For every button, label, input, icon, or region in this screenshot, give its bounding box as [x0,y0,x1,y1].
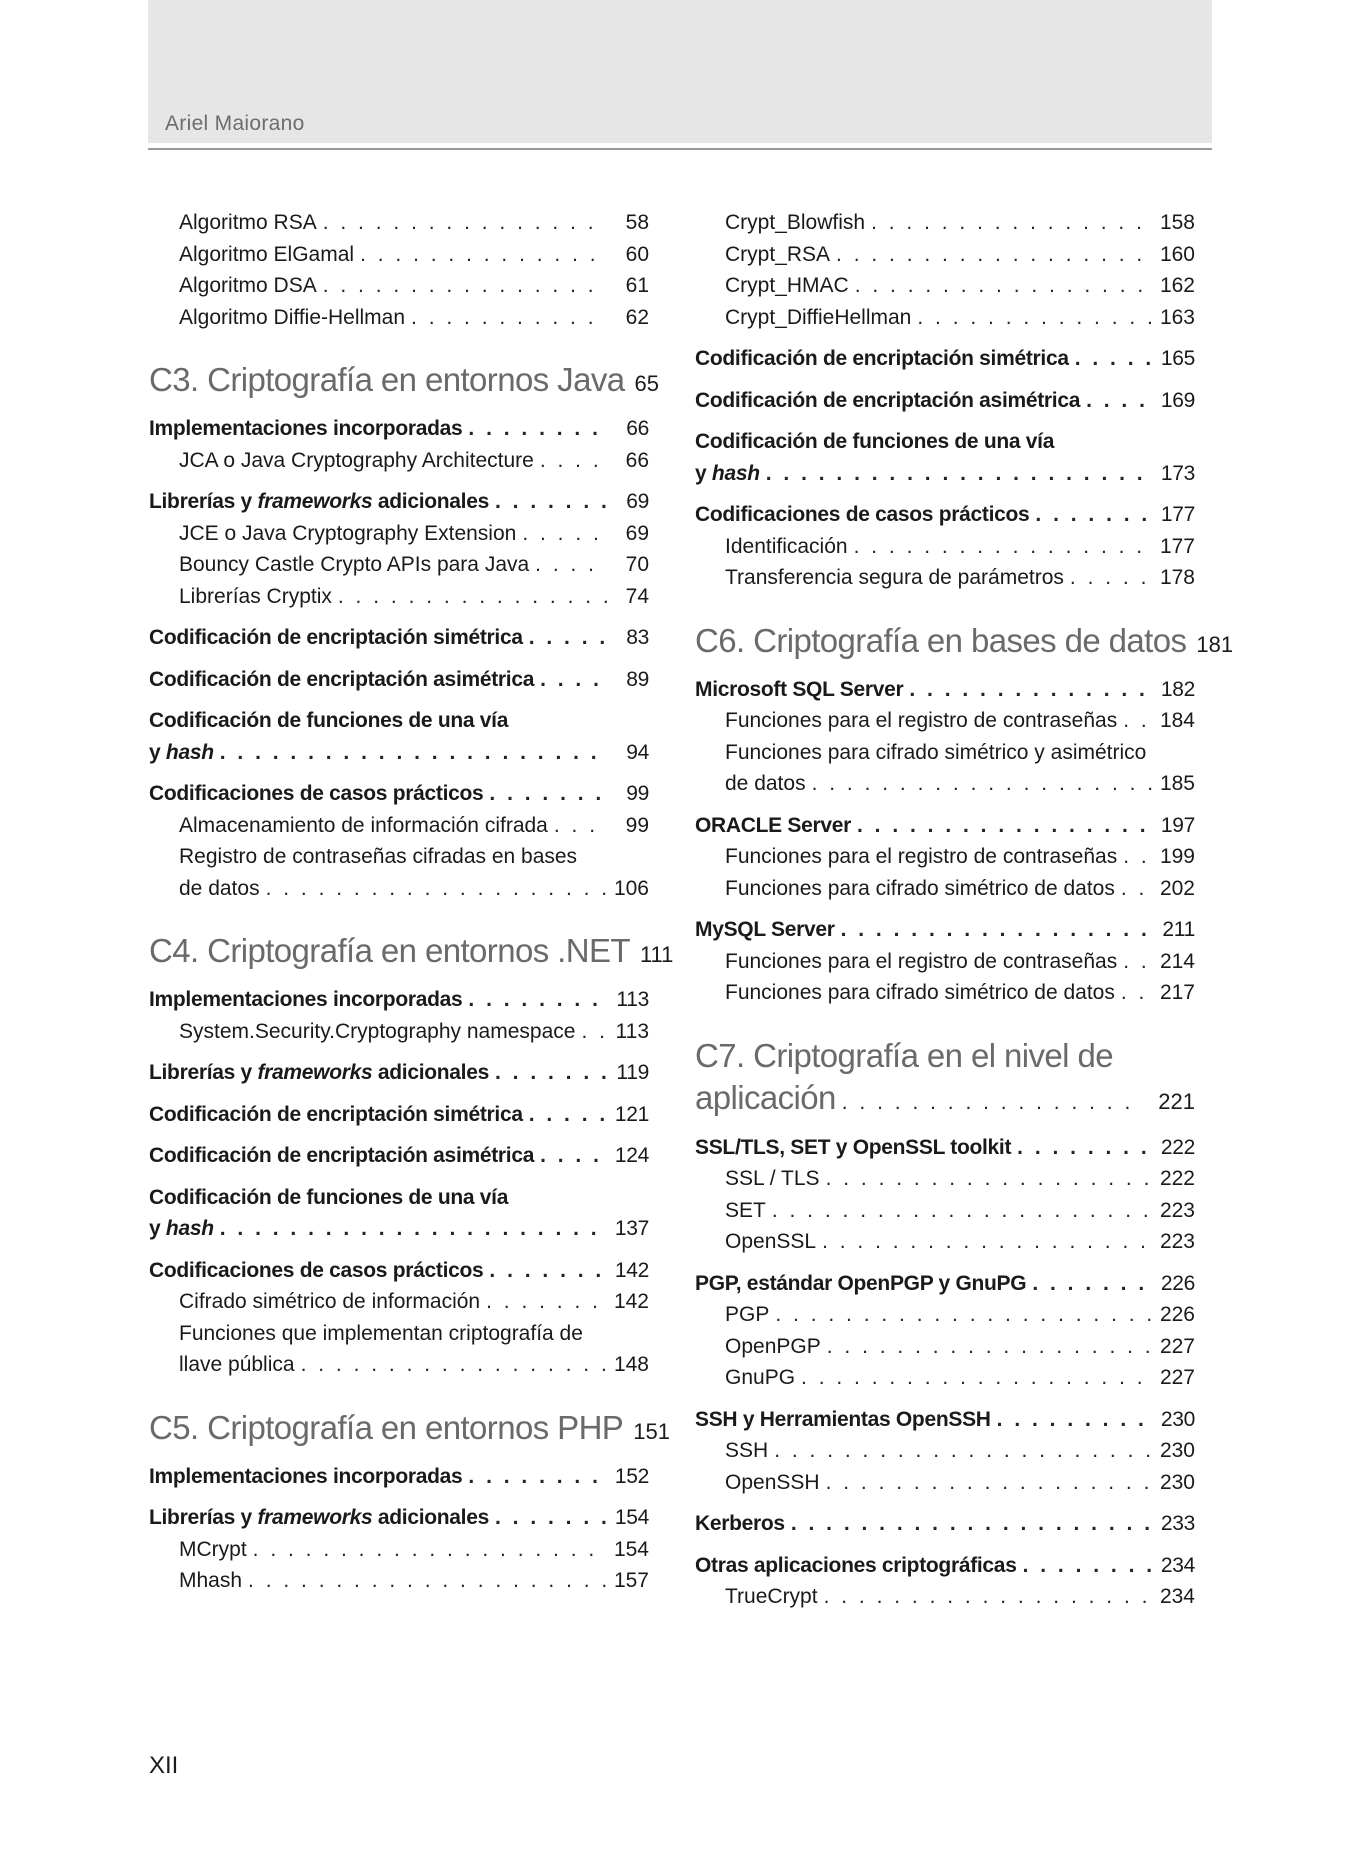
toc-entry[interactable]: Funciones para el registro de contraseñas . . . 214 [695,946,1195,978]
toc-section[interactable]: Codificación de encriptación asimétrica . . . 89 [149,664,649,696]
chapter-heading-c6[interactable]: C6. Criptografía en bases de datos 181 [695,621,1234,659]
toc-entry[interactable]: Crypt_DiffieHellman . . . 163 [695,302,1195,334]
chapter-heading-c4[interactable]: C4. Criptografía en entornos .NET 111 [149,932,674,969]
toc-section[interactable]: Microsoft SQL Server . . . 182 [695,674,1195,706]
chapter-heading-c3[interactable]: C3. Criptografía en entornos Java 65 [149,361,659,398]
toc-section[interactable]: SSL/TLS, SET y OpenSSL toolkit . . . 222 [695,1132,1195,1164]
toc-entry[interactable]: Almacenamiento de información cifrada . . . 99 [149,810,649,842]
toc-section[interactable]: PGP, estándar OpenPGP y GnuPG . . . 226 [695,1268,1195,1300]
toc-section[interactable]: Kerberos . . . 233 [695,1508,1195,1540]
toc-entry[interactable]: Identificación . . . 177 [695,531,1195,563]
toc-right-column [695,207,1234,1613]
toc-entry[interactable]: GnuPG . . . 227 [695,1362,1195,1394]
toc-section-line[interactable]: Codificación de funciones de una vía [695,430,1055,453]
toc-section[interactable]: Codificaciones de casos prácticos . . . 99 [149,778,649,810]
chapter-title-line: aplicación . . . 221 [695,1077,1195,1124]
toc-entry[interactable]: PGP . . . 226 [695,1299,1195,1331]
toc-entry[interactable]: Crypt_HMAC . . . 162 [695,270,1195,302]
toc-entry-line[interactable]: Funciones para cifrado simétrico y asimétrico [725,740,1147,764]
toc-entry[interactable]: SSL / TLS . . . 222 [695,1163,1195,1195]
toc-entry[interactable]: JCA o Java Cryptography Architecture . . . 66 [149,445,649,477]
toc-entry[interactable]: Funciones para cifrado simétrico de datos . . . 217 [695,977,1195,1009]
header-author: Ariel Maiorano [165,112,305,135]
toc-section-line[interactable]: Codificación de funciones de una vía [149,1185,509,1209]
toc-entry[interactable]: OpenPGP . . . 227 [695,1331,1195,1363]
toc-section[interactable]: Codificación de encriptación simétrica . . . 165 [695,343,1195,375]
header-divider [148,148,1212,150]
toc-section[interactable]: Librerías y frameworks adicionales . . . 69 [149,486,649,518]
toc-section[interactable]: SSH y Herramientas OpenSSH . . . 230 [695,1404,1195,1436]
toc-section[interactable]: Codificación de encriptación asimétrica . . . 169 [695,385,1195,417]
toc-section[interactable]: MySQL Server . . . 211 [695,914,1195,946]
toc-entry[interactable]: Funciones para cifrado simétrico de datos . . . 202 [695,873,1195,905]
chapter-heading-c7[interactable] [695,1035,1195,1124]
toc-entry[interactable]: System.Security.Cryptography namespace . . . 113 [149,1016,649,1048]
header-band [148,0,1212,143]
toc-section[interactable]: Implementaciones incorporadas . . . 152 [149,1461,649,1493]
toc-section[interactable]: Codificación de encriptación simétrica . . . 83 [149,622,649,654]
toc-left-column [149,207,674,1597]
toc-section[interactable]: ORACLE Server . . . 197 [695,810,1195,842]
toc-entry[interactable]: de datos . . . 185 [695,768,1195,800]
toc-entry[interactable]: de datos . . . 106 [149,873,649,905]
toc-section-line[interactable]: Codificación de funciones de una vía [149,709,509,732]
toc-entry[interactable]: Funciones para el registro de contraseñas . . . 199 [695,841,1195,873]
toc-entry[interactable]: Funciones para el registro de contraseñas . . . 184 [695,705,1195,737]
toc-section[interactable]: y hash . . . 137 [149,1213,649,1245]
toc-section[interactable]: Codificación de encriptación asimétrica . . . 124 [149,1140,649,1172]
toc-entry[interactable]: MCrypt . . . 154 [149,1534,649,1566]
toc-entry-line[interactable]: Funciones que implementan criptografía de [179,1321,583,1345]
page-number: XII [149,1752,179,1779]
toc-entry[interactable]: Librerías Cryptix . . . 74 [149,581,649,613]
toc-entry[interactable]: OpenSSL . . . 223 [695,1226,1195,1258]
toc-entry[interactable]: Bouncy Castle Crypto APIs para Java . . . 70 [149,549,649,581]
toc-entry[interactable]: Mhash . . . 157 [149,1565,649,1597]
toc-section[interactable]: Implementaciones incorporadas . . . 113 [149,984,649,1016]
toc-section[interactable]: Implementaciones incorporadas . . . 66 [149,413,649,445]
toc-entry[interactable]: llave pública . . . 148 [149,1349,649,1381]
toc-section[interactable]: Codificaciones de casos prácticos . . . 177 [695,499,1195,531]
chapter-heading-c5[interactable]: C5. Criptografía en entornos PHP 151 [149,1408,670,1446]
toc-section[interactable]: y hash . . . 173 [695,458,1195,490]
toc-entry[interactable]: Cifrado simétrico de información . . . 142 [149,1286,649,1318]
toc-entry[interactable]: Transferencia segura de parámetros . . . 178 [695,562,1195,594]
toc-entry[interactable]: Algoritmo RSA . . . 58 [149,207,649,239]
toc-entry[interactable]: SET . . . 223 [695,1195,1195,1227]
toc-section[interactable]: Otras aplicaciones criptográficas . . . 234 [695,1550,1195,1582]
toc-entry[interactable]: JCE o Java Cryptography Extension . . . 69 [149,518,649,550]
chapter-title-line: C7. Criptografía en el nivel de [695,1036,1113,1074]
toc-section[interactable]: Librerías y frameworks adicionales . . . 154 [149,1502,649,1534]
toc-entry[interactable]: SSH . . . 230 [695,1435,1195,1467]
toc-entry[interactable]: Crypt_RSA . . . 160 [695,239,1195,271]
toc-entry[interactable]: Algoritmo Diffie-Hellman . . . 62 [149,302,649,334]
toc-entry[interactable]: OpenSSH . . . 230 [695,1467,1195,1499]
toc-entry[interactable]: TrueCrypt . . . 234 [695,1581,1195,1613]
toc-entry-line[interactable]: Registro de contraseñas cifradas en bases [179,845,578,868]
toc-section[interactable]: y hash . . . 94 [149,737,649,769]
toc-entry[interactable]: Crypt_Blowfish . . . 158 [695,207,1195,239]
toc-entry[interactable]: Algoritmo DSA . . . 61 [149,270,649,302]
toc-section[interactable]: Librerías y frameworks adicionales . . . 119 [149,1057,649,1089]
toc-section[interactable]: Codificaciones de casos prácticos . . . 142 [149,1255,649,1287]
toc-entry[interactable]: Algoritmo ElGamal . . . 60 [149,239,649,271]
toc-section[interactable]: Codificación de encriptación simétrica . . . 121 [149,1099,649,1131]
